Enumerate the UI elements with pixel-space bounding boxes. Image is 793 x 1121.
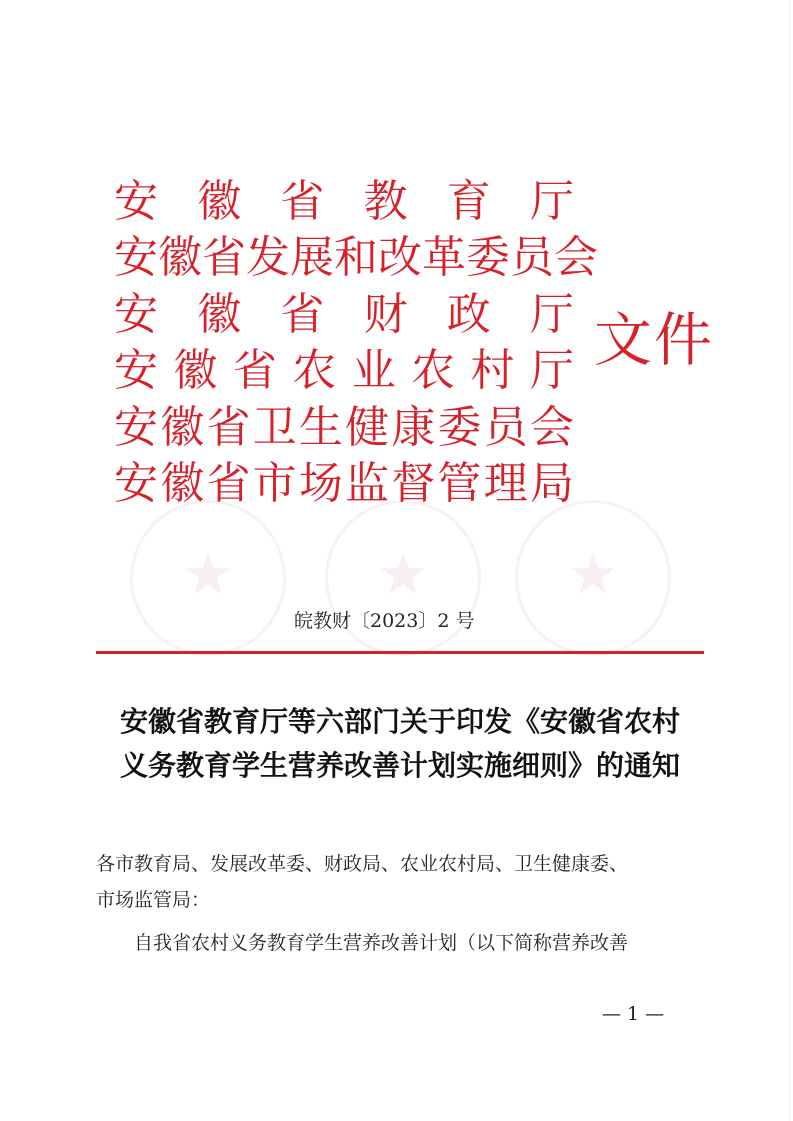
seal-watermark xyxy=(515,500,671,656)
issuer-character: 生 xyxy=(298,401,343,453)
document-header-word: 文件 xyxy=(594,306,715,374)
issuer-character: 员 xyxy=(510,232,554,284)
issuer-character: 省 xyxy=(206,458,251,510)
issuer-character: 改 xyxy=(378,232,422,284)
issuer-character: 厅 xyxy=(529,288,574,340)
document-number: 皖教财〔2023〕2 号 xyxy=(294,610,475,632)
issuer-name xyxy=(114,456,574,518)
issuer-name xyxy=(114,174,574,236)
issuer-character: 会 xyxy=(554,232,598,284)
issuer-character: 康 xyxy=(391,401,436,453)
recipients xyxy=(96,846,696,918)
star-icon: ★ xyxy=(567,540,619,608)
issuer-character: 教 xyxy=(363,176,408,227)
page-number: — 1 — xyxy=(602,1003,665,1025)
issuer-name xyxy=(114,343,574,405)
issuing-authorities xyxy=(114,174,598,512)
recipients-line-2: 市场监管局： xyxy=(96,889,211,911)
issuer-character: 和 xyxy=(334,232,378,284)
issuer-character: 省 xyxy=(206,401,251,453)
issuer-character: 革 xyxy=(422,232,466,284)
issuer-character: 村 xyxy=(470,345,515,397)
star-icon: ★ xyxy=(182,540,234,608)
issuer-character: 徽 xyxy=(158,232,202,284)
issuer-character: 委 xyxy=(466,232,510,284)
star-icon: ★ xyxy=(377,540,429,608)
issuer-character: 安 xyxy=(114,345,158,397)
issuer-character: 徽 xyxy=(160,401,205,453)
issuer-character: 安 xyxy=(114,458,158,510)
issuer-character: 会 xyxy=(529,401,574,453)
issuer-character: 安 xyxy=(114,288,158,340)
issuer-character: 员 xyxy=(483,401,528,453)
issuer-character: 监 xyxy=(345,458,390,510)
issuer-character: 安 xyxy=(114,232,158,284)
issuer-character: 理 xyxy=(483,458,528,510)
issuer-character: 安 xyxy=(114,401,158,453)
issuer-character: 政 xyxy=(446,288,491,340)
title-line-2: 义务教育学生营养改善计划实施细则》的通知 xyxy=(119,749,680,782)
issuer-character: 安 xyxy=(114,176,158,227)
issuer-character: 发 xyxy=(246,232,290,284)
issuer-character: 督 xyxy=(391,458,436,510)
body-paragraph: 自我省农村义务教育学生营养改善计划（以下简称营养改善 xyxy=(134,932,629,954)
issuer-character: 场 xyxy=(298,458,343,510)
issuer-character: 徽 xyxy=(197,288,242,340)
recipients-line-1: 各市教育局、发展改革委、财政局、农业农村局、卫生健康委、 xyxy=(96,853,629,875)
issuer-character: 育 xyxy=(446,176,491,227)
document-title xyxy=(90,700,710,788)
issuer-character: 省 xyxy=(280,288,325,340)
seal-watermark xyxy=(130,500,286,656)
issuer-character: 委 xyxy=(437,401,482,453)
issuer-character: 健 xyxy=(345,401,390,453)
issuer-character: 业 xyxy=(351,345,396,397)
issuer-character: 厅 xyxy=(529,345,574,397)
issuer-character: 管 xyxy=(437,458,482,510)
issuer-character: 厅 xyxy=(529,176,574,227)
issuer-character: 展 xyxy=(290,232,334,284)
red-divider-line xyxy=(96,651,704,654)
issuer-character: 局 xyxy=(529,458,574,510)
issuer-character: 农 xyxy=(411,345,456,397)
issuer-character: 徽 xyxy=(160,458,205,510)
issuer-character: 卫 xyxy=(252,401,297,453)
issuer-character: 徽 xyxy=(173,345,218,397)
issuer-character: 徽 xyxy=(197,176,242,227)
issuer-character: 省 xyxy=(202,232,246,284)
issuer-name xyxy=(114,287,574,349)
issuer-character: 市 xyxy=(252,458,297,510)
issuer-character: 省 xyxy=(280,176,325,227)
scan-edge xyxy=(789,0,790,1121)
issuer-name xyxy=(114,400,574,462)
issuer-name xyxy=(114,230,598,292)
issuer-character: 省 xyxy=(232,345,277,397)
title-line-1: 安徽省教育厅等六部门关于印发《安徽省农村 xyxy=(119,705,680,738)
issuer-character: 财 xyxy=(363,288,408,340)
issuer-character: 农 xyxy=(292,345,337,397)
